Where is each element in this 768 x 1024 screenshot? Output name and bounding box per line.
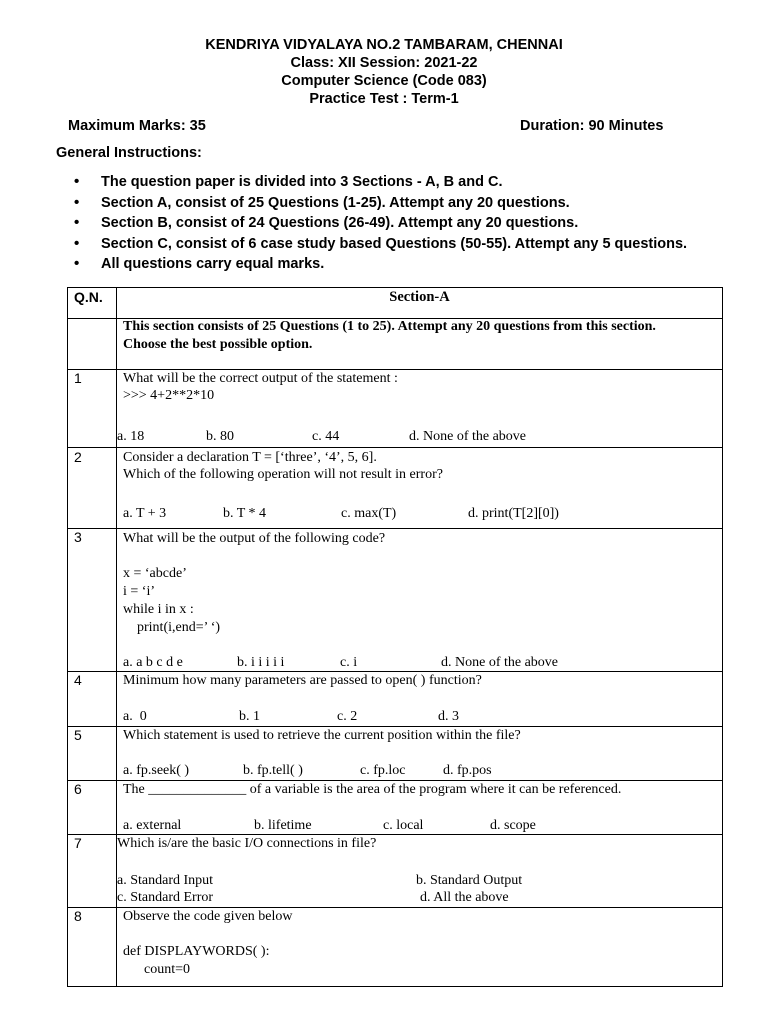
option: a. 0 — [123, 709, 147, 724]
option: c. i — [340, 655, 358, 670]
code-line: x = ‘abcde’ — [123, 566, 187, 581]
instruction-item: • All questions carry equal marks. — [56, 254, 687, 275]
question-number: 6 — [74, 781, 82, 797]
question-number: 5 — [74, 727, 82, 743]
section-intro-line: This section consists of 25 Questions (1 to 25). Attempt any 20 questions from this section. — [123, 319, 656, 334]
question-text: Which is/are the basic I/O connections in file? — [117, 836, 377, 851]
row-divider — [67, 834, 723, 835]
instruction-item: • Section C, consist of 6 case study based Questions (50-55). Attempt any 5 questions. — [56, 234, 687, 255]
question-text: The ______________ of a variable is the area of the program where it can be referenced. — [123, 782, 622, 797]
option: b. i i i i i — [237, 655, 285, 670]
option: a. fp.seek( ) — [123, 763, 190, 778]
option: c. 44 — [312, 429, 340, 444]
option: c. Standard Error — [117, 890, 214, 905]
subject-title: Computer Science (Code 083) — [281, 73, 487, 89]
instruction-item: • Section B, consist of 24 Questions (26-49). Attempt any 20 questions. — [56, 213, 687, 234]
instruction-item: • The question paper is divided into 3 Sections - A, B and C. — [56, 172, 687, 193]
question-text: What will be the correct output of the statement : — [123, 371, 398, 386]
question-number: 4 — [74, 672, 82, 688]
question-text: Minimum how many parameters are passed to open( ) function? — [123, 673, 482, 688]
option: c. max(T) — [341, 506, 397, 521]
option: c. local — [383, 818, 424, 833]
row-divider — [67, 907, 723, 908]
option: b. 80 — [206, 429, 234, 444]
option: b. fp.tell( ) — [243, 763, 303, 778]
option: a. T + 3 — [123, 506, 167, 521]
test-title: Practice Test : Term-1 — [309, 91, 459, 107]
option: a. 18 — [117, 429, 145, 444]
question-number: 8 — [74, 908, 82, 924]
question-text: Which statement is used to retrieve the current position within the file? — [123, 728, 521, 743]
code-line: print(i,end=’ ‘) — [123, 620, 221, 635]
code-line: i = ‘i’ — [123, 584, 155, 599]
option: b. Standard Output — [416, 873, 523, 888]
section-intro-line: Choose the best possible option. — [123, 337, 313, 352]
question-text: Consider a declaration T = [‘three’, ‘4’, 5, 6]. — [123, 450, 377, 465]
option: d. None of the above — [409, 429, 527, 444]
row-divider — [67, 726, 723, 727]
option: a. Standard Input — [117, 873, 214, 888]
question-text: What will be the output of the following code? — [123, 531, 386, 546]
question-number: 7 — [74, 835, 82, 851]
table-border — [67, 287, 68, 987]
qn-header: Q.N. — [74, 289, 103, 305]
option: a. a b c d e — [123, 655, 183, 670]
section-header: Section-A — [389, 289, 450, 305]
code-line: while i in x : — [123, 602, 194, 617]
question-number: 1 — [74, 370, 82, 386]
option: b. T * 4 — [223, 506, 267, 521]
table-border — [67, 986, 723, 987]
option: d. All the above — [420, 890, 509, 905]
instructions-title: General Instructions: — [56, 145, 202, 161]
table-border — [722, 287, 723, 987]
question-table — [67, 287, 723, 987]
class-session: Class: XII Session: 2021-22 — [290, 55, 478, 71]
row-divider — [67, 780, 723, 781]
question-text: Which of the following operation will not result in error? — [123, 467, 443, 482]
option: c. fp.loc — [360, 763, 406, 778]
code-line: count=0 — [123, 962, 190, 977]
row-divider — [67, 447, 723, 448]
row-divider — [67, 369, 723, 370]
option: a. external — [123, 818, 182, 833]
option: d. scope — [490, 818, 536, 833]
row-divider — [67, 671, 723, 672]
option: c. 2 — [337, 709, 358, 724]
code-line: def DISPLAYWORDS( ): — [123, 944, 270, 959]
option: b. lifetime — [254, 818, 312, 833]
table-border — [67, 287, 723, 288]
question-text: Observe the code given below — [123, 909, 293, 924]
max-marks: Maximum Marks: 35 — [68, 118, 206, 134]
row-divider — [67, 528, 723, 529]
question-number: 2 — [74, 449, 82, 465]
question-number: 3 — [74, 529, 82, 545]
question-text: >>> 4+2**2*10 — [123, 388, 215, 403]
option: d. 3 — [438, 709, 459, 724]
school-name: KENDRIYA VIDYALAYA NO.2 TAMBARAM, CHENNAI — [205, 37, 563, 53]
duration: Duration: 90 Minutes — [520, 118, 664, 134]
instructions-list — [56, 172, 687, 275]
instruction-item: • Section A, consist of 25 Questions (1-25). Attempt any 20 questions. — [56, 193, 687, 214]
option: d. print(T[2][0]) — [468, 506, 559, 521]
option: d. fp.pos — [443, 763, 492, 778]
option: b. 1 — [239, 709, 260, 724]
option: d. None of the above — [441, 655, 559, 670]
